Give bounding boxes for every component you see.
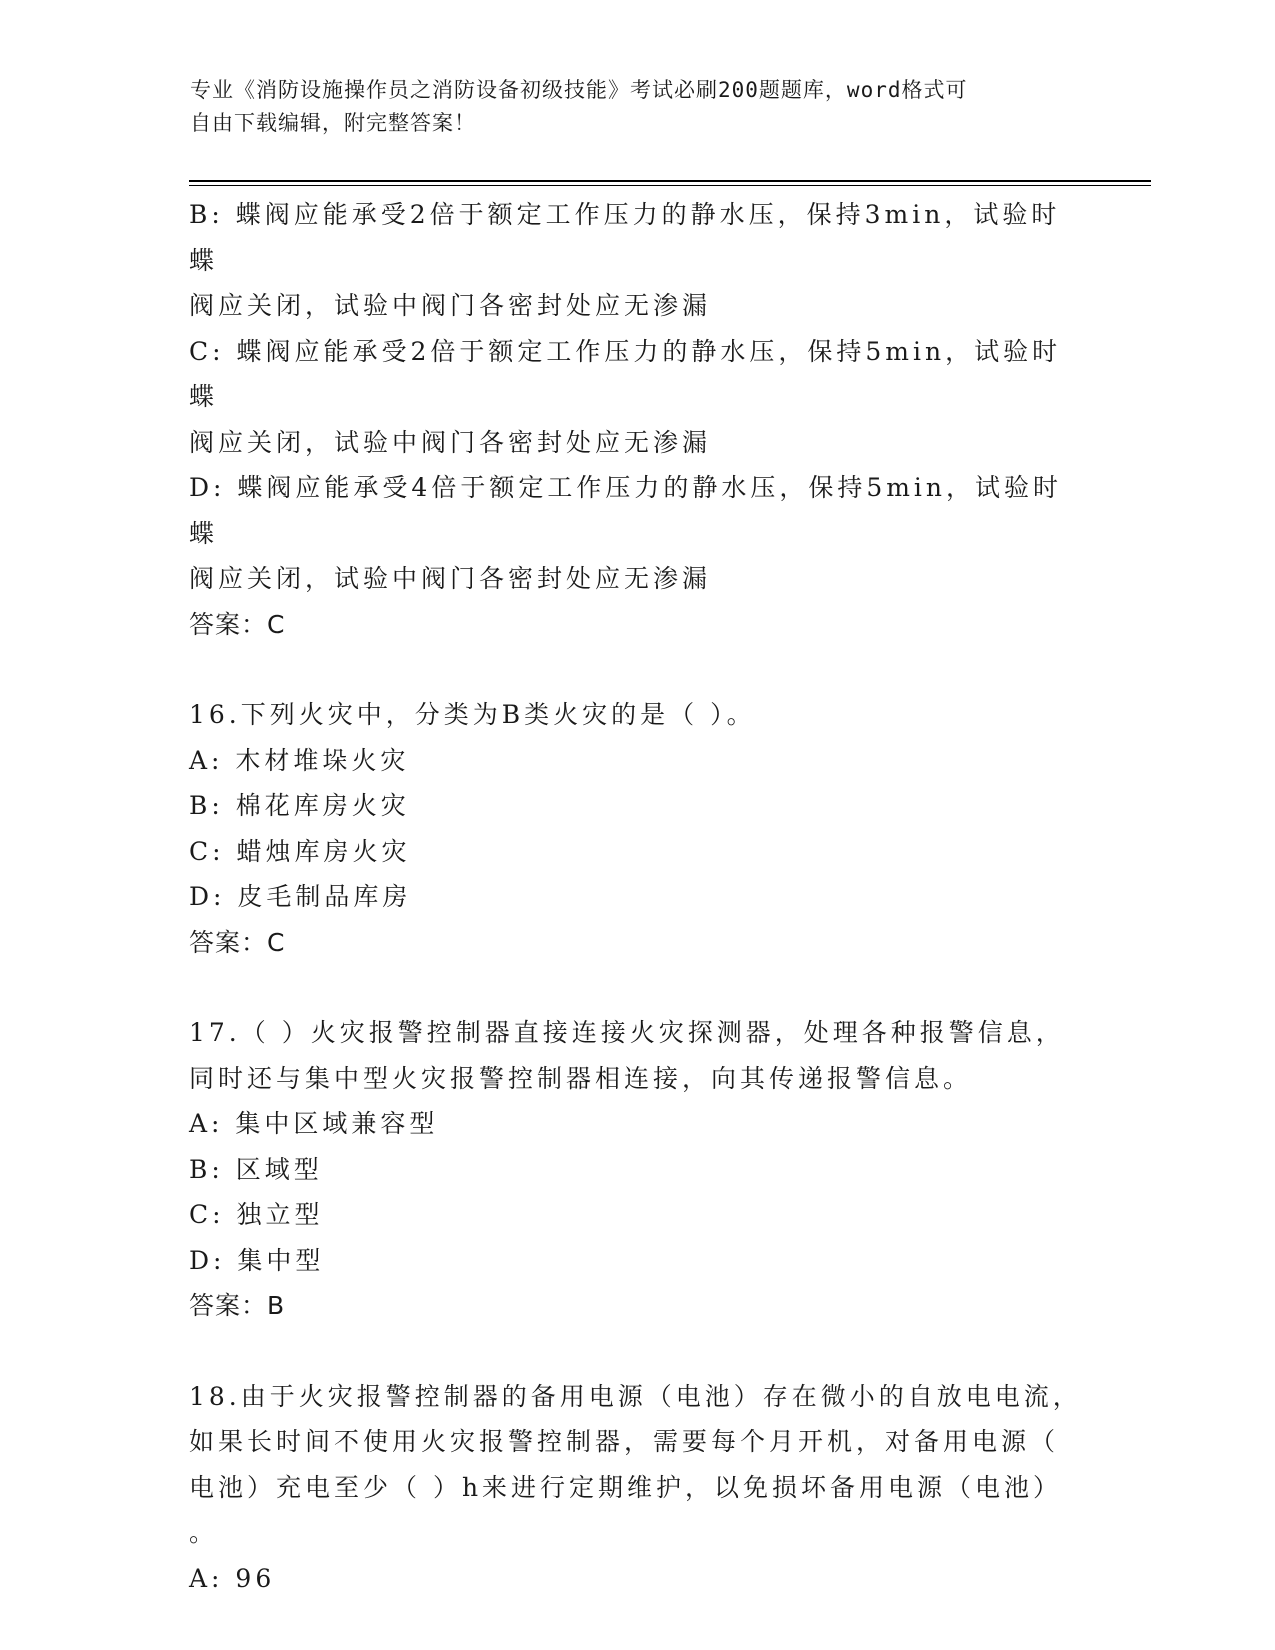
spacer xyxy=(189,965,1089,1010)
option-c-line2: 阀应关闭，试验中阀门各密封处应无渗漏 xyxy=(189,427,712,457)
option-b-line1: B: 蝶阀应能承受2倍于额定工作压力的静水压，保持3min，试验时蝶 xyxy=(189,200,1061,275)
question-content xyxy=(189,192,1089,1601)
option-c-line1: C: 蝶阀应能承受2倍于额定工作压力的静水压，保持5min，试验时蝶 xyxy=(189,336,1062,411)
question-18 xyxy=(189,1374,1089,1602)
spacer xyxy=(189,647,1089,692)
option-b: B: 区域型 xyxy=(189,1154,323,1184)
option-b-line2: 阀应关闭，试验中阀门各密封处应无渗漏 xyxy=(189,291,712,320)
question-stem-line4: 。 xyxy=(189,1518,219,1547)
question-17 xyxy=(189,1010,1089,1329)
option-a: A: 木材堆垛火灾 xyxy=(189,745,410,775)
option-a: A: 96 xyxy=(189,1563,276,1593)
question-stem-line2: 同时还与集中型火灾报警控制器相连接，向其传递报警信息。 xyxy=(189,1063,973,1093)
header-rule-thick xyxy=(189,180,1151,182)
option-c: C: 蜡烛库房火灾 xyxy=(189,836,411,866)
option-c: C: 独立型 xyxy=(189,1200,324,1229)
question-stem: 16.下列火灾中，分类为B类火灾的是（ ）。 xyxy=(189,700,756,729)
header-rule-thin xyxy=(189,185,1151,186)
option-a: A: 集中区域兼容型 xyxy=(189,1109,439,1138)
answer: 答案：C xyxy=(189,927,286,957)
option-d-line2: 阀应关闭，试验中阀门各密封处应无渗漏 xyxy=(189,564,712,593)
option-d: D: 皮毛制品库房 xyxy=(189,882,412,911)
question-stem-line1: 18.由于火灾报警控制器的备用电源（电池）存在微小的自放电电流， xyxy=(189,1381,1082,1411)
question-16 xyxy=(189,692,1089,965)
option-d-line1: D: 蝶阀应能承受4倍于额定工作压力的静水压，保持5min，试验时蝶 xyxy=(189,473,1063,548)
answer: 答案：C xyxy=(189,609,286,639)
question-stem-line1: 17.（ ）火灾报警控制器直接连接火灾探测器，处理各种报警信息， xyxy=(189,1018,1065,1047)
option-b: B: 棉花库房火灾 xyxy=(189,791,410,820)
document-header xyxy=(190,74,1070,140)
question-15-continued xyxy=(189,192,1089,647)
header-line-1: 专业《消防设施操作员之消防设备初级技能》考试必刷200题题库，word格式可 xyxy=(190,78,968,102)
question-stem-line2: 如果长时间不使用火灾报警控制器，需要每个月开机，对备用电源（ xyxy=(189,1427,1060,1456)
question-stem-line3: 电池）充电至少（ ）h来进行定期维护，以免损坏备用电源（电池） xyxy=(189,1472,1063,1502)
header-line-2: 自由下载编辑，附完整答案！ xyxy=(190,111,476,135)
answer: 答案：B xyxy=(189,1291,286,1320)
option-d: D: 集中型 xyxy=(189,1245,325,1275)
spacer xyxy=(189,1329,1089,1374)
